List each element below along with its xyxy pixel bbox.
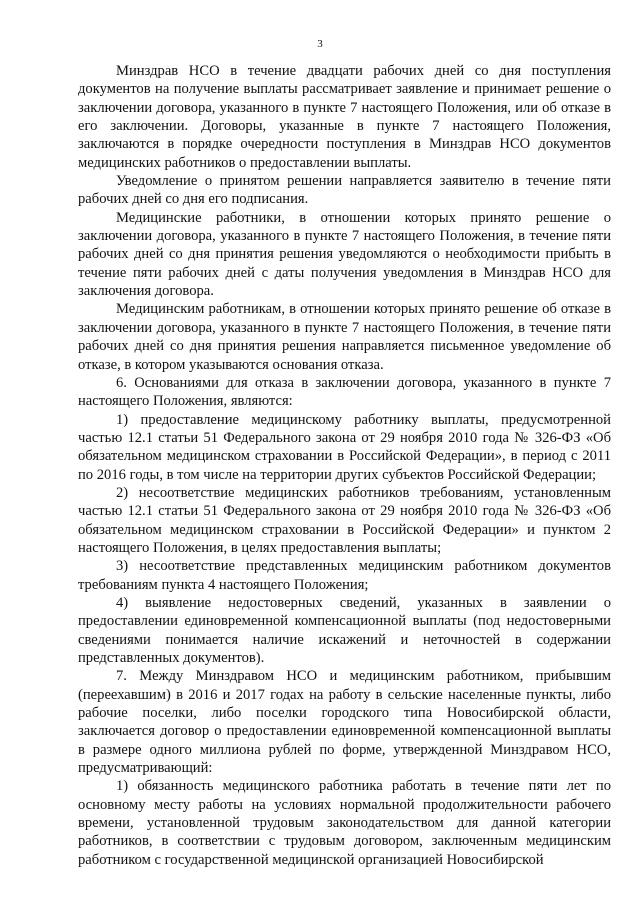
- paragraph-decision-period: Минздрав НСО в течение двадцати рабочих дней со дня поступления документов на получение выплаты рассматривает заявление и принимает решение о заключении договора, указанного в пункте 7 настоящего Положения, или об отказе в его заключении. Договоры, указанные в пункте 7 настоящего Положения, заключаются в порядке очередности поступления в Минздрав НСО документов медицинских работников о предоставлении выплаты.: [78, 63, 611, 171]
- paragraph-section-7: 7. Между Минздравом НСО и медицинским работником, прибывшим (переехавшим) в 2016 и 2017 годах на работу в сельские населенные пункты, либо рабочие поселки, либо поселки городского типа Новосибирской области, заключается договор о предоставлении единовременной компенсационной выплаты в размере одного миллиона рублей по форме, утвержденной Минздравом НСО, предусматривающий:: [78, 668, 611, 777]
- paragraph-notification: Уведомление о принятом решении направляется заявителю в течение пяти рабочих дней со дня его подписания.: [78, 173, 611, 208]
- list-item-6-2: 2) несоответствие медицинских работников требованиям, установленным частью 12.1 статьи 51 Федерального закона от 29 ноября 2010 года № 326-ФЗ «Об обязательном медицинском страховании в Российской Федерации» и пунктом 2 настоящего Положения, в целях предоставления выплаты;: [78, 484, 611, 556]
- paragraph-section-6: 6. Основаниями для отказа в заключении договора, указанного в пункте 7 настоящего Положения, являются:: [78, 374, 611, 410]
- list-item-6-1: 1) предоставление медицинскому работнику выплаты, предусмотренной частью 12.1 статьи 51 Федерального закона от 29 ноября 2010 года № 326-ФЗ «Об обязательном медицинском страховании в Российской Федерации», в период с 2011 по 2016 годы, в том числе на территории других субъектов Российской Федерации;: [78, 411, 611, 483]
- list-item-6-3: 3) несоответствие представленных медицинским работником документов требованиям пункта 4 настоящего Положения;: [78, 558, 611, 593]
- paragraph-refused-workers: Медицинским работникам, в отношении которых принято решение об отказе в заключении договора, указанного в пункте 7 настоящего Положения, в течение пяти рабочих дней со дня принятия решения направляется письменное уведомление об отказе, в котором указываются основания отказа.: [78, 301, 611, 373]
- document-body: [78, 62, 611, 869]
- paragraph-approved-workers: Медицинские работники, в отношении которых принято решение о заключении договора, указанного в пункте 7 настоящего Положения, в течение пяти рабочих дней со дня принятия решения уведомляются о необходимости прибыть в течение пяти рабочих дней с даты получения уведомления в Минздрав НСО для заключения договора.: [78, 209, 611, 300]
- page-number: 3: [317, 38, 323, 50]
- list-item-7-1: 1) обязанность медицинского работника работать в течение пяти лет по основному месту работы на условиях нормальной продолжительности рабочего времени, установленной трудовым законодательством для данной категории работников, в соответствии с трудовым договором, заключенным медицинским работником с государственной медицинской организацией Новосибирской: [78, 778, 611, 868]
- list-item-6-4: 4) выявление недостоверных сведений, указанных в заявлении о предоставлении единовременной компенсационной выплаты (под недостоверными сведениями понимается наличие искажений и неточностей в содержании представленных документов).: [78, 594, 611, 666]
